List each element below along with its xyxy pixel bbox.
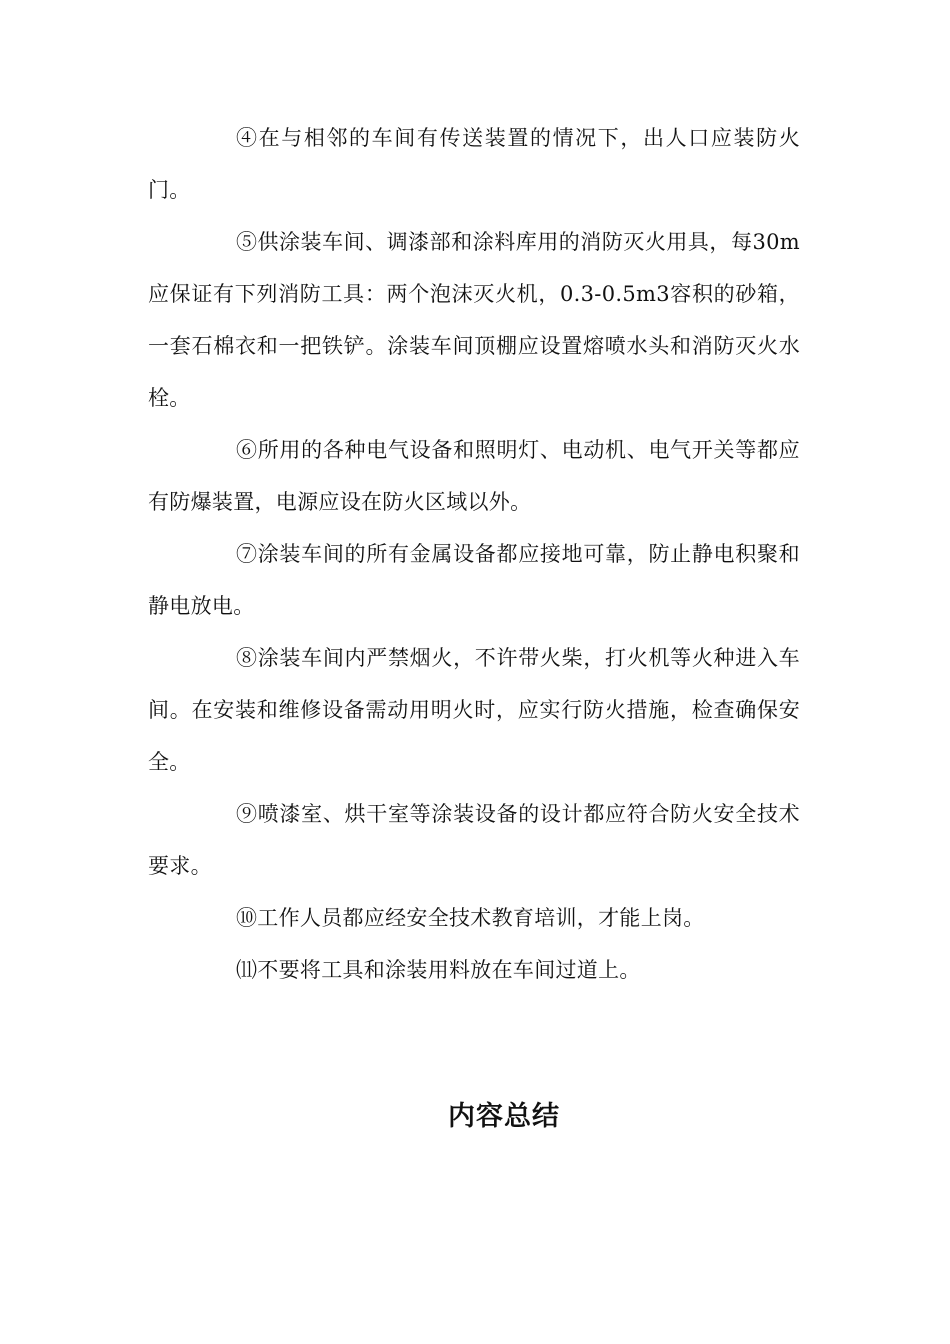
- paragraph-item-6: ⑥所用的各种电气设备和照明灯、电动机、电气开关等都应有防爆装置，电源应设在防火区域以外。: [148, 438, 800, 514]
- paragraph-item-5: ⑤供涂装车间、调漆部和涂料库用的消防灭火用具，每30m应保证有下列消防工具：两个泡沫灭火机，0.3-0.5m3容积的砂箱，一套石棉衣和一把铁铲。涂装车间顶棚应设置熔喷水头和消防灭火水栓。: [148, 230, 800, 410]
- summary-heading: 内容总结: [448, 1101, 560, 1132]
- document-body: [148, 112, 800, 996]
- paragraph-item-4: ④在与相邻的车间有传送装置的情况下，出人口应装防火门。: [148, 126, 800, 202]
- paragraph-item-11: ⑾不要将工具和涂装用料放在车间过道上。: [236, 958, 641, 982]
- paragraph-item-7: ⑦涂装车间的所有金属设备都应接地可靠，防止静电积聚和静电放电。: [148, 542, 800, 618]
- paragraph-item-10: ⑩工作人员都应经安全技术教育培训，才能上岗。: [236, 906, 705, 930]
- paragraph-item-8: ⑧涂装车间内严禁烟火，不许带火柴，打火机等火种进入车间。在安装和维修设备需动用明火时，应实行防火措施，检查确保安全。: [148, 646, 800, 774]
- paragraph-item-9: ⑨喷漆室、烘干室等涂装设备的设计都应符合防火安全技术要求。: [148, 802, 800, 878]
